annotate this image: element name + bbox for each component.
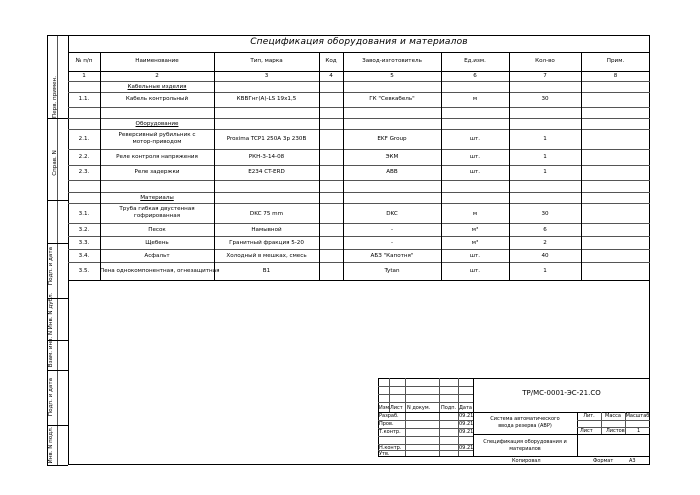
tb-hdr-list: Лист [390,405,403,411]
col-line [581,52,582,280]
row-line [68,180,650,181]
tb-date-razrab: 09.21 [459,413,474,419]
colnum-7: 7 [543,73,547,79]
row-type: Гранитный фракция 5-20 [229,240,304,246]
row-num: 2.1. [78,136,90,142]
side-label-inv-podl: Инв. N подл. [48,426,54,464]
row-maker: - [390,240,394,246]
tb-role-prov: Пров. [379,421,394,427]
tb-row [378,436,473,437]
side-label-podp-data-1: Подп. и дата [48,246,54,286]
tb-role-utv: Утв. [379,451,390,457]
row-unit: шт. [469,253,481,259]
row-maker: ЭКМ [385,154,399,160]
tb-hdr-podp: Подп. [441,405,457,411]
tb-doc-line [473,434,650,435]
row-maker: Tytan [384,268,400,274]
row-unit: шт. [469,136,481,142]
row-type: Proxima TCP1 250A 3p 230В [226,136,307,142]
row-name-line-2: гофрированная [133,213,181,219]
table-top-line [68,52,650,53]
tb-row [378,386,473,387]
tb-role-tkontr: Т.контр. [379,429,401,435]
header-note: Прим. [606,58,625,64]
side-label-perv-primen: Перв. примен. [52,76,58,118]
side-label-podp-data-2: Подп. и дата [48,377,54,417]
section-materials: Материалы [140,195,174,201]
colnum-8: 8 [613,73,618,79]
side-strip-sep-2 [47,200,68,201]
tb-system-line-1: Система автоматического [490,416,560,422]
header-num: № п/п [75,58,93,64]
col-line [319,52,320,280]
row-maker: EKF Group [377,136,407,142]
row-name-line-1: Труба гибкая двустенная [119,206,195,212]
tb-system-line-2: ввода резерва (АВР) [498,423,552,429]
row-maker: АБЗ "Капотня" [370,253,414,259]
row-line [68,92,650,93]
row-qty: 1 [543,268,547,274]
tb-top [378,378,650,379]
row-name: Песок [148,227,166,233]
header-type: Тип, марка [250,58,283,64]
row-type: DKC 75 mm [249,211,284,217]
row-name: Асфальт [144,253,170,259]
tb-kopiroval: Копировал [512,458,541,464]
tb-massa: Масса [605,413,621,419]
header-bottom-line [68,71,650,72]
row-maker: DKC [386,211,398,217]
row-line [68,149,650,150]
tb-format-value: A3 [629,458,636,464]
tb-role-razrab: Разраб. [379,413,399,419]
row-line [68,249,650,250]
row-unit: шт. [469,154,481,160]
row-unit: м³ [471,227,479,233]
row-type: КВВГнг(А)-LS 19х1,5 [236,96,297,102]
row-qty: 1 [543,169,547,175]
row-type: E234 CT-ERD [248,169,285,175]
tb-hdr-ndok: N докум. [407,405,431,411]
colnum-1: 1 [82,73,86,79]
tb-row [378,394,473,395]
row-maker: - [390,227,394,233]
header-name: Наименование [135,58,179,64]
row-qty: 30 [541,96,549,102]
row-line [68,192,650,193]
row-line [68,165,650,166]
row-type: Холодный в мешках, смесь [226,253,307,259]
side-label-vzam-inv: Взам. инв. N [48,330,54,368]
row-name: Кабель контрольный [125,96,189,102]
side-label-inv-dubl: Инв. N дубл. [48,292,54,330]
row-type: РКН-3-14-08 [248,154,285,160]
table-bottom-line [68,280,650,281]
colnum-3: 3 [264,73,269,79]
header-qty: Кол-во [535,58,555,64]
row-name: Пена однокомпонентная, огнезащитная [100,268,220,274]
row-maker: ГК "Севкабель" [369,96,415,102]
tb-bottom [378,456,650,457]
row-line [68,262,650,263]
row-name-line-1: Реверсивный рубильник с [118,132,196,138]
colnum-5: 5 [390,73,394,79]
row-name: Реле контроля напряжения [116,154,198,160]
row-line [68,236,650,237]
side-label-sprav: Справ. N [52,150,58,176]
row-num: 2.2. [78,154,90,160]
row-unit: м [472,211,478,217]
row-name: Реле задержки [134,169,180,175]
tb-listov-value: 1 [637,428,641,434]
tb-list: Лист [580,428,593,434]
header-maker: Завод-изготовитель [362,58,422,64]
row-unit: шт. [469,268,481,274]
colnum-4: 4 [329,73,333,79]
row-unit: м³ [471,240,479,246]
tb-doc-line-2: материалов [509,446,541,452]
tb-list-col [601,427,602,434]
row-unit: м [472,96,478,102]
header-code: Код [325,58,337,64]
row-type: Намывной [251,227,282,233]
row-unit: шт. [469,169,481,175]
side-strip-top [47,35,68,36]
page-title: Спецификация оборудования и материалов [250,37,468,47]
row-maker: ABB [386,169,398,175]
row-num: 3.1. [78,211,90,217]
tb-masshtab: Масштаб [625,413,650,419]
row-line [68,107,650,108]
tb-format: Формат [593,458,614,464]
section-cables: Кабельные изделия [127,84,187,90]
row-name-line-2: мотор-приводом [132,139,182,145]
row-num: 3.4. [78,253,90,259]
row-line [68,118,650,119]
row-qty: 30 [541,211,549,217]
row-qty: 40 [541,253,549,259]
row-num: 2.3. [78,169,90,175]
row-line [68,129,650,130]
row-line [68,203,650,204]
tb-hdr-izm: Изм. [379,405,391,411]
row-type: B1 [262,268,271,274]
doc-code: ТР/МС-0001-ЭС-21.СО [522,389,601,397]
row-qty: 6 [543,227,547,233]
tb-date-nkontr: 09.21 [459,445,474,451]
tb-role-nkontr: Н.контр. [379,445,402,451]
row-num: 3.5. [78,268,90,274]
row-num: 1.1. [78,96,90,102]
row-line [68,223,650,224]
row-num: 3.3. [78,240,90,246]
section-equipment: Оборудование [135,121,179,127]
row-num: 3.2. [78,227,90,233]
tb-doc-line-1: Спецификация оборудования и [483,439,567,445]
row-qty: 2 [543,240,547,246]
tb-lit-line [577,420,650,421]
row-name: Щебень [145,240,169,246]
colnum-6: 6 [473,73,477,79]
tb-hdr-data: Дата [459,405,472,411]
colnum-bottom-line [68,81,650,82]
row-qty: 1 [543,136,547,142]
row-qty: 1 [543,154,547,160]
tb-row [378,402,473,403]
tb-date-tkontr: 09.21 [459,429,474,435]
tb-lit: Лит. [583,413,595,419]
colnum-2: 2 [155,73,159,79]
tb-listov: Листов [606,428,625,434]
tb-date-prov: 09.21 [459,421,474,427]
header-unit: Ед.изм. [464,58,486,64]
